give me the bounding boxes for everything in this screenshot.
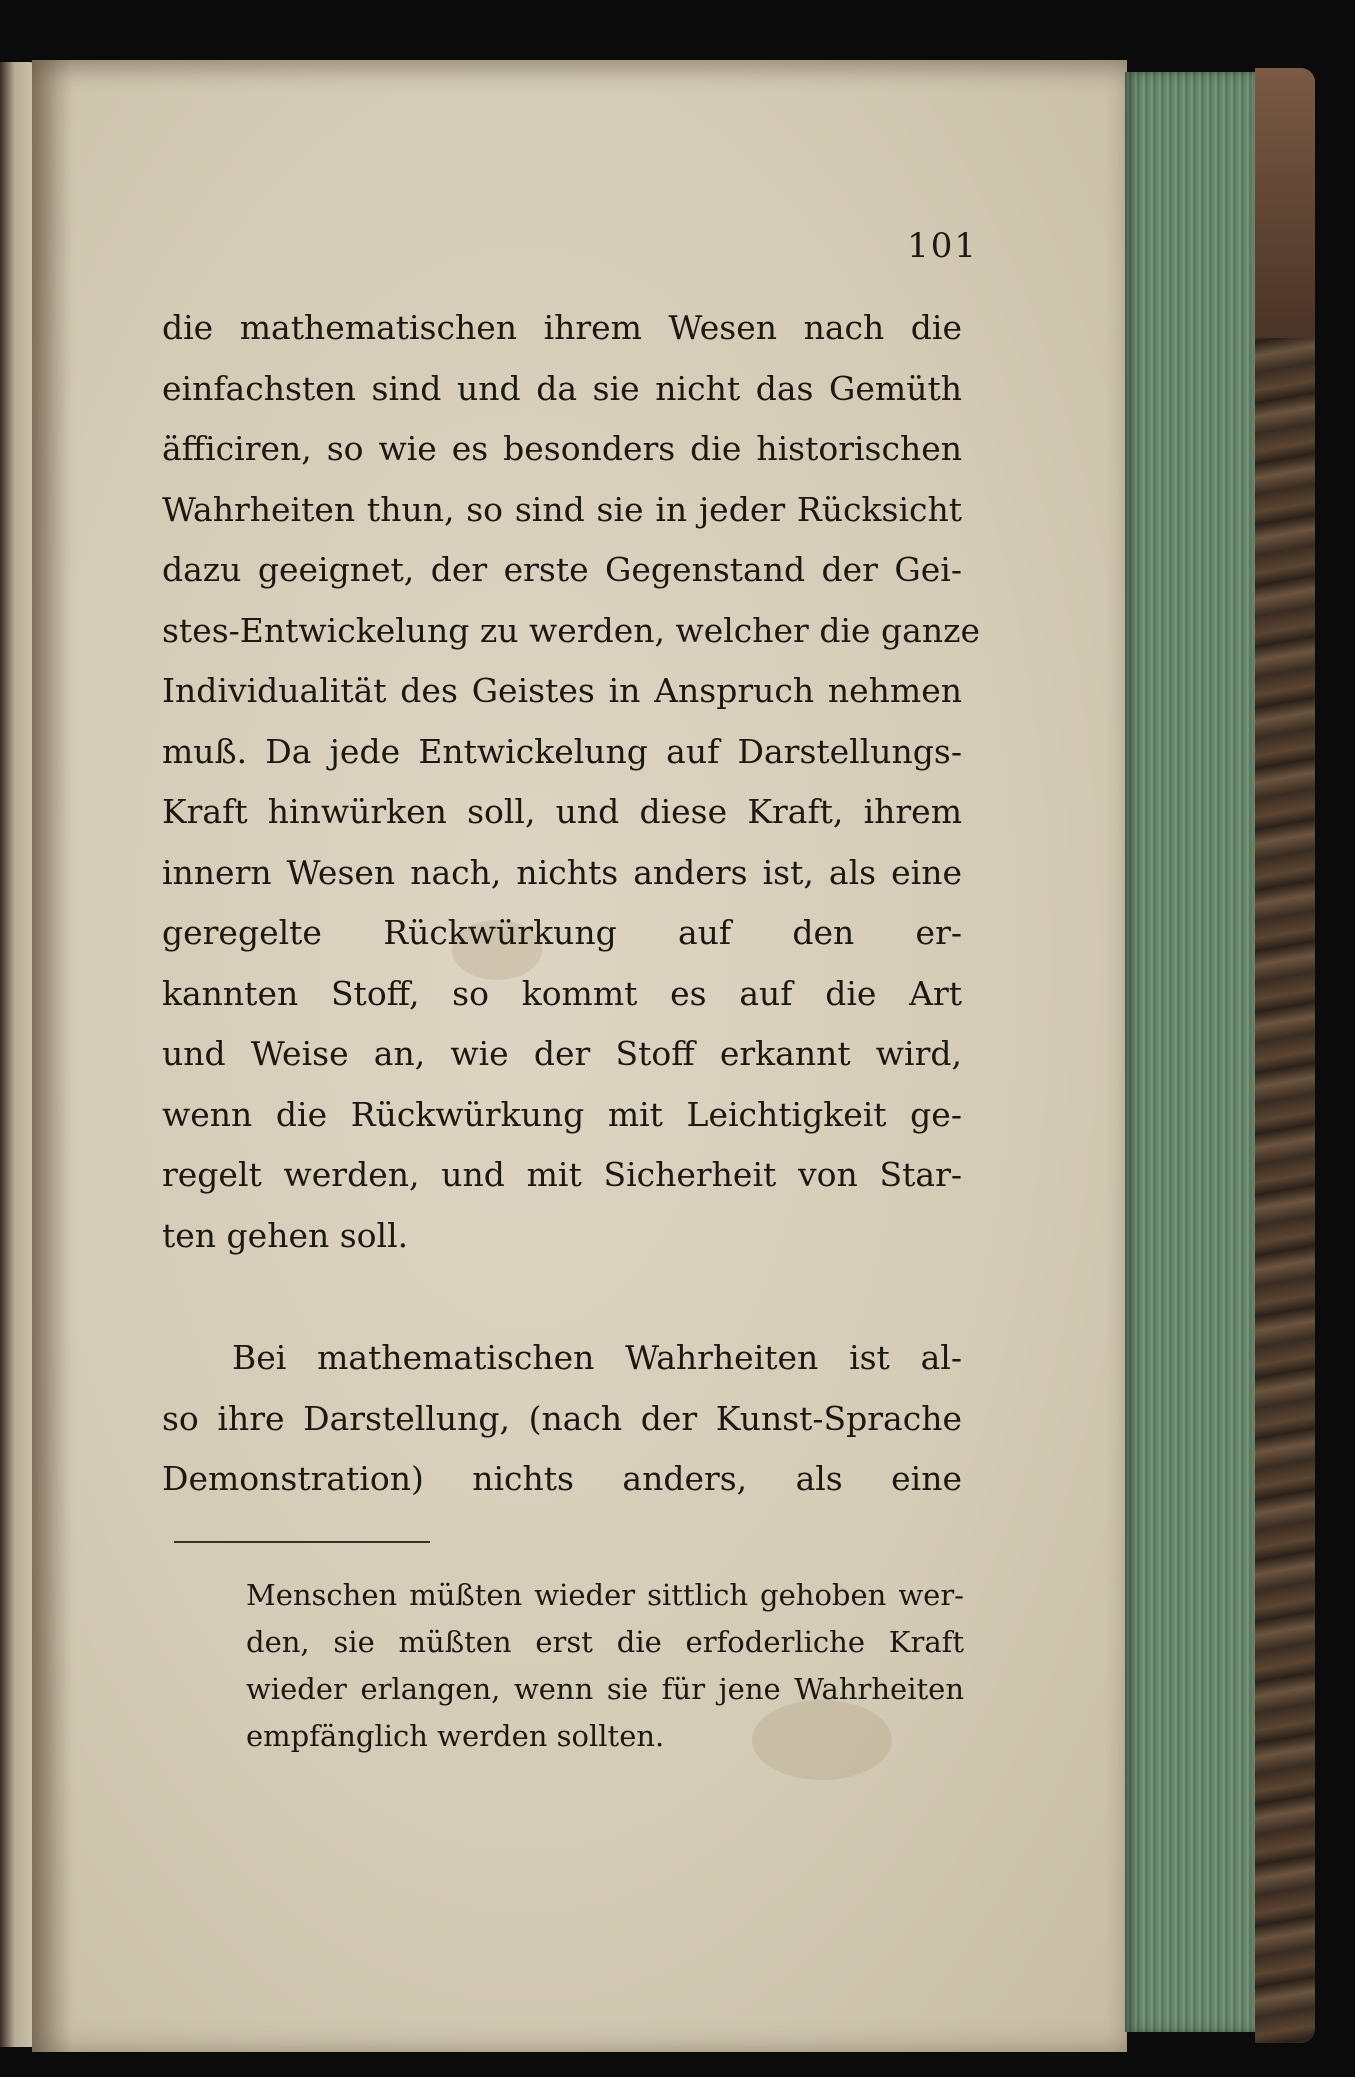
book-cover: [1255, 68, 1315, 2043]
text-line: Demonstration) nichts anders, als eine: [162, 1459, 962, 1498]
footnote-line: den, sie müßten erst die erfoderliche Kraft: [246, 1625, 964, 1659]
text-line: wenn die Rückwürkung mit Leichtigkeit ge-: [162, 1094, 962, 1134]
text-line: äfficiren, so wie es besonders die historischen: [162, 429, 962, 468]
text-line: Individualität des Geistes in Anspruch nehmen: [162, 671, 962, 710]
text-line: stes-Entwickelung zu werden, welcher die ganze: [162, 610, 980, 650]
text-line: einfachsten sind und da sie nicht das Gemüth: [162, 368, 962, 408]
text-line: so ihre Darstellung, (nach der Kunst-Sprache: [162, 1398, 962, 1438]
text-line: Bei mathematischen Wahrheiten ist al-: [232, 1338, 962, 1377]
text-line: ten gehen soll.: [162, 1215, 409, 1255]
text-line: innern Wesen nach, nichts anders ist, als eine: [162, 852, 962, 892]
text-line: dazu geeignet, der erste Gegenstand der Gei-: [162, 550, 962, 589]
page-gutter-shadow: [32, 60, 72, 2052]
page-number: 101: [907, 226, 978, 266]
text-line: Kraft hinwürken soll, und diese Kraft, ihrem: [162, 792, 962, 831]
text-line: und Weise an, wie der Stoff erkannt wird,: [162, 1034, 962, 1073]
footnote-rule: [174, 1541, 430, 1543]
footnote-line: empfänglich werden sollten.: [246, 1719, 665, 1753]
text-line: Wahrheiten thun, so sind sie in jeder Rücksicht: [162, 489, 962, 529]
footnote-line: wieder erlangen, wenn sie für jene Wahrheiten: [246, 1672, 964, 1706]
text-line: die mathematischen ihrem Wesen nach die: [162, 308, 962, 347]
book-cover-corner: [1255, 68, 1315, 338]
paragraph-2: [162, 1328, 962, 1510]
footnote-line: Menschen müßten wieder sittlich gehoben wer-: [246, 1578, 964, 1612]
text-line: kannten Stoff, so kommt es auf die Art: [162, 973, 962, 1013]
text-line: geregelte Rückwürkung auf den er-: [162, 913, 962, 952]
page-edges: [1125, 72, 1255, 2032]
paragraph-1: [162, 298, 980, 1266]
left-page-edge: [0, 62, 36, 2047]
text-line: muß. Da jede Entwickelung auf Darstellungs-: [162, 731, 962, 771]
footnote: [246, 1572, 964, 1760]
text-line: regelt werden, und mit Sicherheit von Star-: [162, 1155, 962, 1194]
